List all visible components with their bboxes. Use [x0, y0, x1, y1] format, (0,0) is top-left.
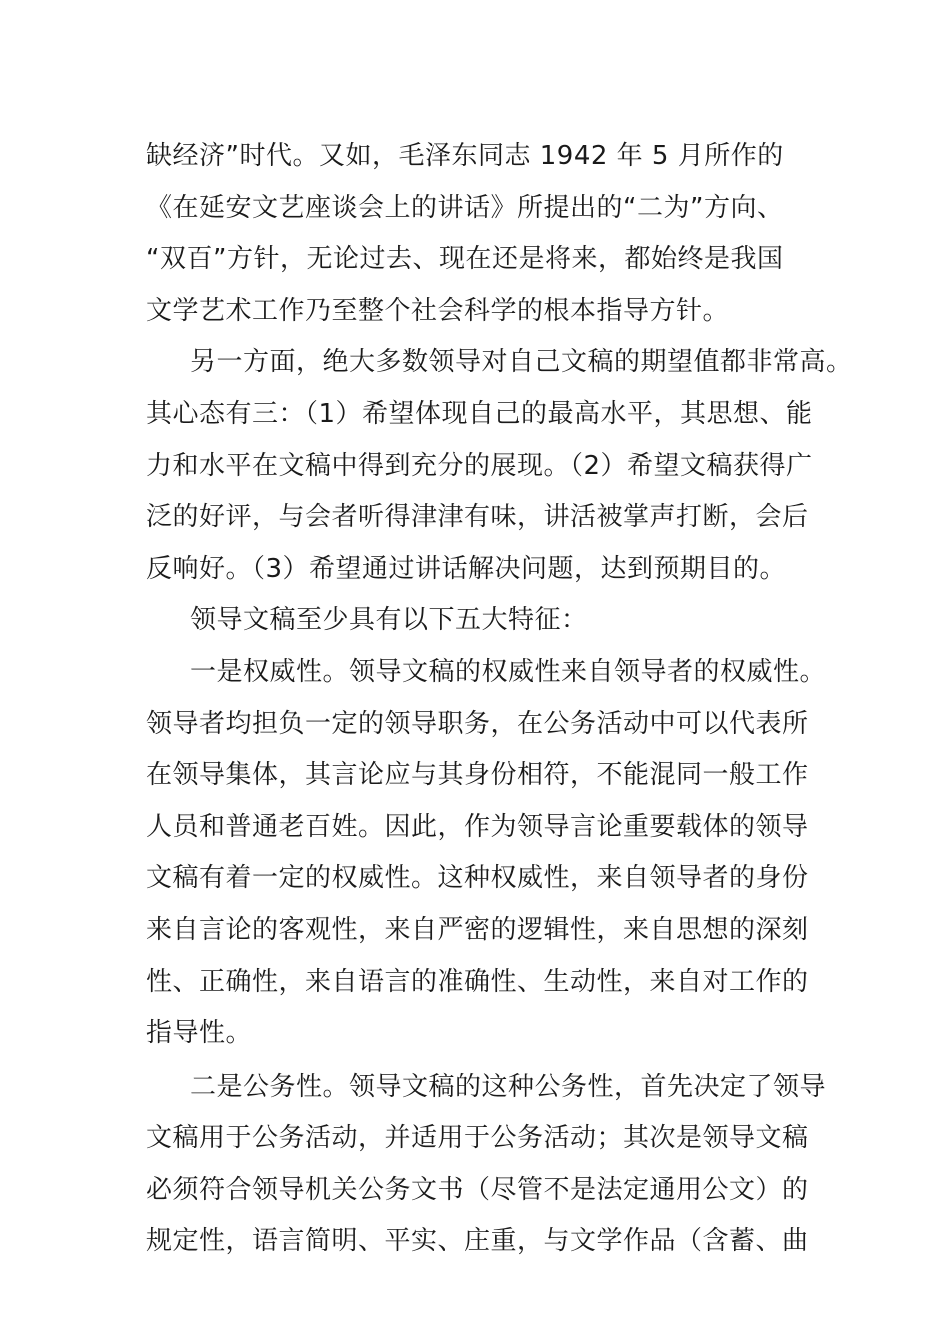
paragraph-start-line: 二是公务性。领导文稿的这种公务性，首先决定了领导 — [190, 1071, 827, 1102]
text-line: 力和水平在文稿中得到充分的展现。（2）希望文稿获得广 — [146, 450, 813, 481]
text-line: 在领导集体，其言论应与其身份相符，不能混同一般工作 — [146, 760, 809, 791]
text-line: 性、正确性，来自语言的准确性、生动性，来自对工作的 — [146, 966, 809, 997]
text-line: 其心态有三：（1）希望体现自己的最高水平，其思想、能 — [146, 398, 813, 429]
text-line: 文稿用于公务活动，并适用于公务活动；其次是领导文稿 — [146, 1123, 809, 1154]
text-line: 《在延安文艺座谈会上的讲话》所提出的“二为”方向、 — [146, 192, 784, 223]
text-line: 来自言论的客观性，来自严密的逻辑性，来自思想的深刻 — [146, 914, 809, 945]
text-line: 规定性，语言简明、平实、庄重，与文学作品（含蓄、曲 — [146, 1226, 809, 1257]
text-line: 文稿有着一定的权威性。这种权威性，来自领导者的身份 — [146, 863, 809, 894]
paragraph-start-line: 另一方面，绝大多数领导对自己文稿的期望值都非常高。 — [190, 347, 853, 378]
paragraph-start-line: 领导文稿至少具有以下五大特征： — [190, 605, 588, 636]
text-line: 必须符合领导机关公务文书（尽管不是法定通用公文）的 — [146, 1174, 809, 1205]
text-line: “双百”方针，无论过去、现在还是将来，都始终是我国 — [146, 244, 784, 275]
text-line: 领导者均担负一定的领导职务，在公务活动中可以代表所 — [146, 708, 809, 739]
text-line: 指导性。 — [146, 1018, 253, 1049]
text-line: 文学艺术工作乃至整个社会科学的根本指导方针。 — [146, 295, 730, 326]
body-text — [146, 131, 853, 1268]
text-line: 人员和普通老百姓。因此，作为领导言论重要载体的领导 — [146, 811, 809, 842]
text-line: 反响好。（3）希望通过讲话解决问题，达到预期目的。 — [146, 553, 787, 584]
paragraph-start-line: 一是权威性。领导文稿的权威性来自领导者的权威性。 — [190, 656, 827, 687]
text-line: 泛的好评，与会者听得津津有味，讲活被掌声打断，会后 — [146, 502, 809, 533]
text-line: 缺经济”时代。又如，毛泽东同志 1942 年 5 月所作的 — [146, 141, 784, 171]
